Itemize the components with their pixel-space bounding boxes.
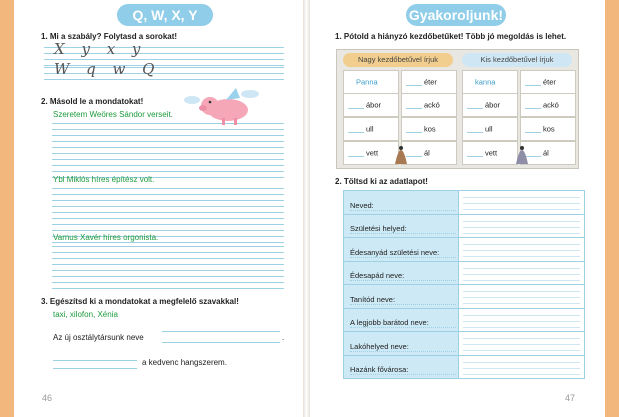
left-page <box>14 0 303 417</box>
right-task1-instruction: 1. Pótold a hiányzó kezdőbetűket! Több jó megoldás is lehet. <box>335 32 567 41</box>
sentence-2: Ybl Miklós híres építész volt. <box>53 175 155 184</box>
form-input-field[interactable] <box>459 332 584 355</box>
mole-illustration-left <box>393 136 409 164</box>
handwriting-row-2: W q w Q <box>54 60 161 78</box>
word-fragment: ull <box>366 124 374 134</box>
letter-cell[interactable] <box>520 70 576 94</box>
word-fragment: Panna <box>356 77 378 87</box>
missing-letter-blank[interactable] <box>467 108 483 109</box>
task3-instruction: 3. Egészítsd ki a mondatokat a megfelelő szavakkal! <box>41 297 239 306</box>
form-label <box>344 262 459 285</box>
form-label-text: Hazánk fővárosa: <box>350 365 409 374</box>
handwriting-row-1: X y x y <box>54 40 147 58</box>
word-fragment: kos <box>543 124 555 134</box>
form-row <box>344 356 584 379</box>
letter-cell[interactable] <box>462 117 518 141</box>
task2-instruction: 2. Másold le a mondatokat! <box>41 97 144 106</box>
form-label <box>344 238 459 261</box>
form-input-field[interactable] <box>459 285 584 308</box>
letter-cell[interactable] <box>462 70 518 94</box>
missing-letter-blank[interactable] <box>525 85 541 86</box>
form-label-text: Édesapád neve: <box>350 271 405 280</box>
word-fragment: ál <box>424 148 430 158</box>
form-label <box>344 332 459 355</box>
form-row <box>344 285 584 309</box>
missing-letter-blank[interactable] <box>467 132 483 133</box>
form-label-text: Lakóhelyed neve: <box>350 341 409 351</box>
fill-blank-1[interactable] <box>162 333 280 343</box>
left-page-title: Q, W, X, Y <box>117 4 213 26</box>
fill-sentence-1-end: . <box>282 333 285 342</box>
word-fragment: ábor <box>485 100 501 110</box>
right-task2-instruction: 2. Töltsd ki az adatlapot! <box>335 177 428 186</box>
form-row <box>344 215 584 239</box>
form-label <box>344 215 459 238</box>
form-label <box>344 191 459 214</box>
form-input-field[interactable] <box>459 215 584 238</box>
form-label-text: A legjobb barátod neve: <box>350 318 429 327</box>
header-uppercase: Nagy kezdőbetűvel írjuk <box>343 53 453 67</box>
flying-pig-illustration <box>182 86 262 128</box>
sentence-3: Varnus Xavér híres orgonista. <box>53 233 159 242</box>
word-fragment: éter <box>424 77 437 87</box>
word-fragment: ackó <box>424 100 440 110</box>
mole-illustration-right <box>514 136 530 164</box>
form-label <box>344 356 459 379</box>
letter-cell[interactable] <box>343 141 399 165</box>
word-fragment: ábor <box>366 100 382 110</box>
word-fragment: ál <box>543 148 549 158</box>
word-fragment: ull <box>485 124 493 134</box>
writing-lines-3 <box>52 241 284 289</box>
word-fragment: kanna <box>475 77 496 87</box>
missing-letter-blank[interactable] <box>348 132 364 133</box>
fill-blank-1b[interactable] <box>162 325 280 332</box>
missing-letter-blank[interactable] <box>525 108 541 109</box>
missing-letter-blank[interactable] <box>348 108 364 109</box>
data-sheet-form <box>343 190 585 379</box>
form-label-text: Édesanyád születési neve: <box>350 247 440 257</box>
letter-cell[interactable] <box>343 117 399 141</box>
letter-cell[interactable] <box>520 93 576 117</box>
form-row <box>344 309 584 333</box>
form-label <box>344 309 459 332</box>
form-label-text: Neved: <box>350 200 374 210</box>
form-input-field[interactable] <box>459 356 584 379</box>
letter-cell[interactable] <box>343 70 399 94</box>
form-input-field[interactable] <box>459 191 584 214</box>
word-fragment: vett <box>366 148 379 158</box>
fill-sentence-2: a kedvenc hangszerem. <box>142 358 227 367</box>
page-number-right: 47 <box>565 393 576 403</box>
form-input-field[interactable] <box>459 262 584 285</box>
word-bank: taxi, xilofon, Xénia <box>53 310 118 319</box>
missing-letter-blank[interactable] <box>525 132 541 133</box>
form-label <box>344 285 459 308</box>
task1-instruction: 1. Mi a szabály? Folytasd a sorokat! <box>41 32 178 41</box>
form-label-text: Születési helyed: <box>350 224 407 233</box>
letter-cell[interactable] <box>401 141 457 165</box>
header-lowercase: Kis kezdőbetűvel írjuk <box>462 53 572 67</box>
form-row <box>344 332 584 356</box>
letter-cell[interactable] <box>462 141 518 165</box>
word-fragment: vett <box>485 148 498 158</box>
missing-letter-blank[interactable] <box>348 156 364 157</box>
letter-cell[interactable] <box>401 117 457 141</box>
letter-cell[interactable] <box>401 70 457 94</box>
sentence-1: Szeretem Weöres Sándor verseit. <box>53 110 173 119</box>
page-edge-left <box>0 0 14 417</box>
form-input-field[interactable] <box>459 238 584 261</box>
fill-blank-2b[interactable] <box>53 360 137 369</box>
word-fragment: éter <box>543 77 556 87</box>
form-row <box>344 191 584 215</box>
missing-letter-blank[interactable] <box>406 132 422 133</box>
missing-letter-blank[interactable] <box>406 108 422 109</box>
missing-letter-blank[interactable] <box>406 85 422 86</box>
letter-cell[interactable] <box>401 93 457 117</box>
form-row <box>344 238 584 262</box>
page-number-left: 46 <box>42 393 53 403</box>
word-fragment: kos <box>424 124 436 134</box>
form-input-field[interactable] <box>459 309 584 332</box>
page-edge-right <box>605 0 619 417</box>
word-fragment: ackó <box>543 100 559 110</box>
fill-sentence-1: Az új osztálytársunk neve <box>53 333 144 342</box>
book-gutter <box>303 0 310 417</box>
form-row <box>344 262 584 286</box>
letter-table <box>336 49 579 169</box>
form-label-text: Tanítód neve: <box>350 294 396 304</box>
letter-cell[interactable] <box>343 93 399 117</box>
letter-cell[interactable] <box>462 93 518 117</box>
right-page-title: Gyakoroljunk! <box>406 4 506 26</box>
missing-letter-blank[interactable] <box>467 156 483 157</box>
